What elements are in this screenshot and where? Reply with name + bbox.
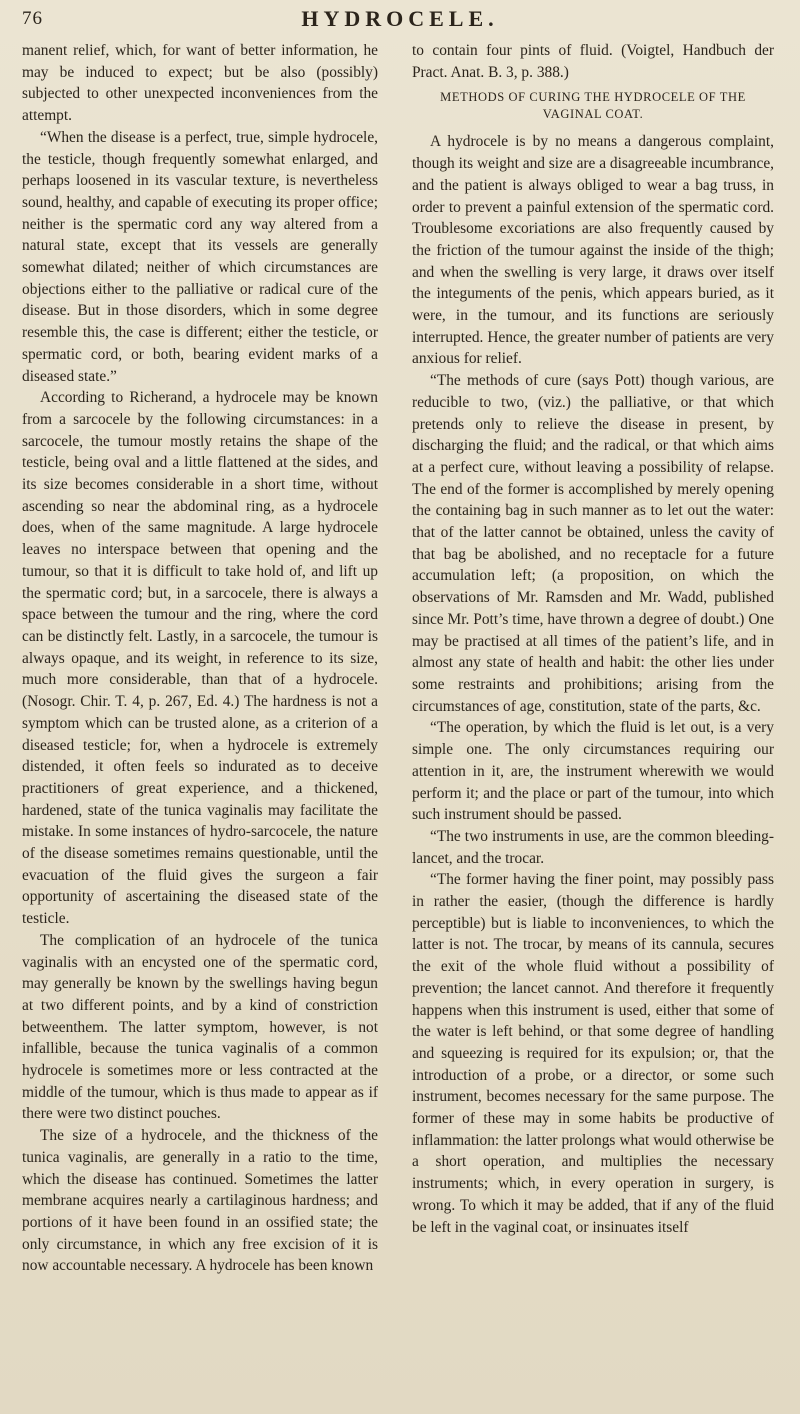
page-number: 76 [22,8,43,29]
page-header [0,6,800,32]
right-paragraph-4: “The operation, by which the fluid is let out, is a very simple one. The only circumstances requiring our attention in it, are, the instrument wherewith we would perform it; and the place or part of the tumour, into which such instrument should be passed. [412,719,774,824]
right-paragraph-5: “The two instruments in use, are the common bleeding-lancet, and the trocar. [412,827,774,867]
running-head: HYDROCELE. [301,6,499,31]
left-paragraph-4: The complication of an hydrocele of the tunica vaginalis with an encysted one of the spermatic cord, may generally be known by the swellings having begun at two different points, and by a kind of constriction betweenthem. The latter symptom, however, is not infallible, because the tunica vaginalis of a common hydrocele is sometimes more or less contracted at the middle of the tumour, which is thus made to appear as if there were two distinct pouches. [22,931,378,1123]
left-paragraph-1: manent relief, which, for want of better information, he may be induced to expect; but be also (possibly) subjected to other unexpected inconveniences from the attempt. [22,42,378,125]
left-paragraph-2: “When the disease is a perfect, true, simple hydrocele, the testicle, though frequently somewhat enlarged, and perhaps loosened in its vascular texture, is nevertheless sound, healthy, and capable of executing its proper office; neither is the spermatic cord any way altered from a natural state, except that its vessels are generally somewhat dilated; neither of which circumstances are objections either to the palliative or radical cure of the disease. But in those disorders, which in some degree resemble this, the case is different; either the testicle, or spermatic cord, or both, bearing evident marks of a diseased state.” [22,128,378,385]
left-paragraph-5: The size of a hydrocele, and the thickness of the tunica vaginalis, are generally in a ratio to the time, which the disease has continued. Sometimes the latter membrane acquires nearly a cartilaginous hardness; and portions of it have been found in an ossified state; the only circumstance, in which any free excision of it is now accountable necessary. A hydrocele has been known [22,1127,378,1275]
section-heading: METHODS OF CURING THE HYDROCELE OF THE VAGINAL COAT. [440,90,746,122]
right-paragraph-6: “The former having the finer point, may possibly pass in rather the easier, (though the difference is hardly perceptible) but is liable to inconveniences, to which the latter is not. The trocar, by means of its cannula, secures the exit of the whole fluid without a possibility of prevention; the lancet cannot. And therefore it frequently happens when this instrument is used, either that some of the water is left behind, or that some degree of handling and squeezing is required for its expulsion; or, that the introduction of a probe, or a director, or some such instrument, becomes necessary for the same purpose. The former of these may in some habits be productive of inflammation: the latter prolongs what would otherwise be a short operation, and multiplies the necessary instruments; which, in every operation in surgery, is wrong. To which it may be added, that if any of the fluid be left in the vaginal coat, or insinuates itself [412,871,774,1236]
right-paragraph-1: to contain four pints of fluid. (Voigtel, Handbuch der Pract. Anat. B. 3, p. 388.) [412,42,774,81]
left-column [22,40,378,1277]
right-paragraph-3: “The methods of cure (says Pott) though various, are reducible to two, (viz.) the palliative, or that which pretends only to relieve the disease in present, by discharging the fluid; and the radical, or that which aims at a perfect cure, without leaving a possibility of relapse. The end of the former is accomplished by merely opening the containing bag in such manner as to let out the water: that of the latter cannot be obtained, unless the cavity of that bag be abolished, and no receptacle for a future accumulation left; (a proposition, on which the observations of Mr. Ramsden and Mr. Wadd, published since Mr. Pott’s time, have thrown a degree of doubt.) One may be practised at all times of the patient’s life, and in almost any state of health and habit: the other lies under some restraints and prohibitions; arising from the circumstances of age, constitution, state of the parts, &c. [412,372,774,715]
right-column [412,40,774,1238]
left-paragraph-3: According to Richerand, a hydrocele may be known from a sarcocele by the following circumstances: in a sarcocele, the tumour mostly retains the shape of the testicle, being oval and a little flattened at the sides, and its size becomes considerable in a short time, without ascending so near the abdominal ring, as a hydrocele does, when of the same magnitude. A large hydrocele leaves no interspace between that opening and the tumour, so that it is difficult to take hold of, and lift up the spermatic cord; but, in a sarcocele, there is always a space between the tumour and the ring, where the cord can be distinctly felt. Lastly, in a sarcocele, the tumour is always opaque, and its weight, in reference to its size, much more considerable, than that of a hydrocele. (Nosogr. Chir. T. 4, p. 267, Ed. 4.) The hardness is not a symptom which can be trusted alone, as a criterion of a diseased testicle; for, when a hydrocele is extremely distended, it often feels so indurated as to deceive practitioners of great experience, and a thickened, hardened, state of the tunica vaginalis may facilitate the mistake. In some instances of hydro-sarcocele, the nature of the disease sometimes remains questionable, until the evacuation of the fluid gives the surgeon a fair opportunity of ascertaining the diseased state of the testicle. [22,389,378,928]
right-paragraph-2: A hydrocele is by no means a dangerous complaint, though its weight and size are a disagreeable incumbrance, and the patient is always obliged to wear a bag truss, in order to prevent a painful extension of the spermatic cord. Troublesome excoriations are also frequently caused by the friction of the tumour against the inside of the thigh; and when the swelling is very large, it draws over itself the integuments of the penis, which appears buried, as it were, in the tumour, and its functions are seriously interrupted. Hence, the greater number of patients are very anxious for relief. [412,133,774,368]
